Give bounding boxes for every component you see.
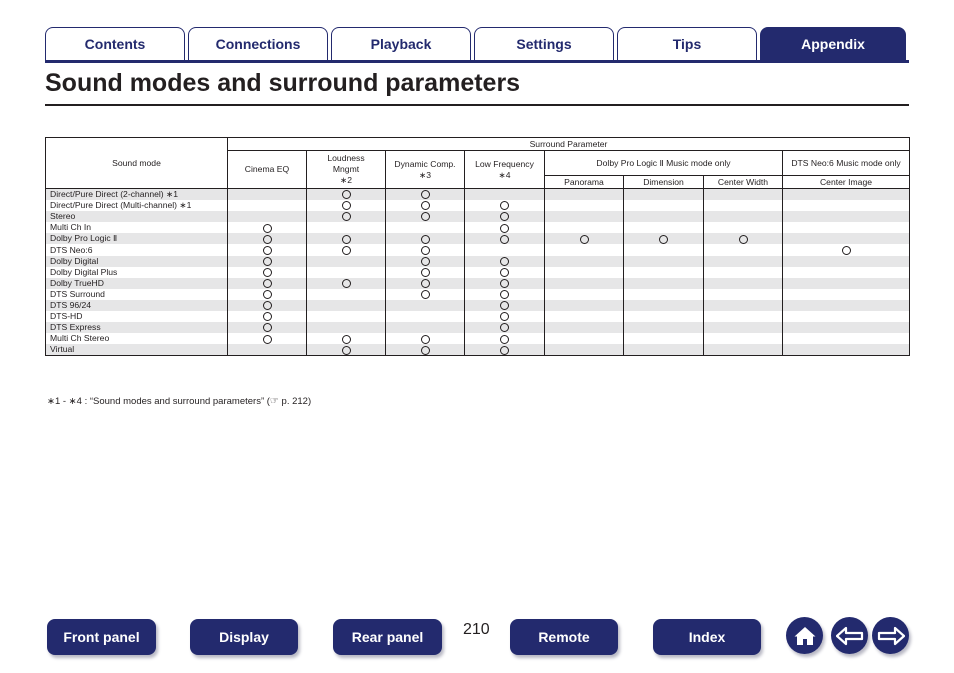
- parameter-cell: [386, 189, 465, 201]
- forward-arrow-icon: [877, 626, 905, 646]
- header-loudness: [307, 151, 386, 189]
- tab-appendix[interactable]: Appendix: [760, 27, 906, 60]
- supported-circle-icon: [659, 235, 668, 244]
- table-body: [46, 189, 910, 356]
- sound-mode-cell: Dolby Digital Plus: [46, 267, 228, 278]
- parameter-cell: [386, 300, 465, 311]
- parameter-cell: [783, 233, 910, 244]
- parameter-cell: [624, 200, 704, 211]
- parameter-cell: [783, 267, 910, 278]
- supported-circle-icon: [421, 235, 430, 244]
- parameter-cell: [624, 267, 704, 278]
- table-row: [46, 244, 910, 255]
- supported-circle-icon: [342, 346, 351, 355]
- back-button[interactable]: [831, 617, 868, 654]
- sound-mode-cell: DTS 96/24: [46, 300, 228, 311]
- parameter-cell: [624, 211, 704, 222]
- table-row: [46, 344, 910, 356]
- tab-settings[interactable]: Settings: [474, 27, 614, 60]
- supported-circle-icon: [842, 246, 851, 255]
- supported-circle-icon: [342, 335, 351, 344]
- parameter-cell: [704, 222, 783, 233]
- parameter-cell: [624, 300, 704, 311]
- parameter-cell: [545, 200, 624, 211]
- supported-circle-icon: [500, 346, 509, 355]
- supported-circle-icon: [421, 246, 430, 255]
- parameter-cell: [386, 233, 465, 244]
- parameter-cell: [386, 222, 465, 233]
- parameter-cell: [704, 344, 783, 356]
- parameter-cell: [386, 278, 465, 289]
- parameter-cell: [465, 267, 545, 278]
- header-dynamic-label: Dynamic Comp.: [394, 158, 456, 169]
- header-plii-music: Dolby Pro Logic Ⅱ Music mode only: [545, 151, 783, 176]
- supported-circle-icon: [421, 279, 430, 288]
- supported-circle-icon: [500, 301, 509, 310]
- table-row: [46, 189, 910, 201]
- parameter-cell: [228, 244, 307, 255]
- parameter-cell: [465, 244, 545, 255]
- header-neo6-music: DTS Neo:6 Music mode only: [783, 151, 910, 176]
- supported-circle-icon: [263, 224, 272, 233]
- parameter-cell: [783, 289, 910, 300]
- title-divider: [45, 104, 909, 106]
- parameter-cell: [307, 233, 386, 244]
- parameter-cell: [228, 289, 307, 300]
- table-row: [46, 200, 910, 211]
- parameter-cell: [704, 289, 783, 300]
- parameter-cell: [307, 322, 386, 333]
- forward-button[interactable]: [872, 617, 909, 654]
- parameter-cell: [228, 278, 307, 289]
- supported-circle-icon: [500, 257, 509, 266]
- parameter-cell: [228, 233, 307, 244]
- parameter-cell: [465, 189, 545, 201]
- remote-button[interactable]: Remote: [510, 619, 618, 655]
- parameter-cell: [228, 333, 307, 344]
- parameter-cell: [228, 222, 307, 233]
- parameter-cell: [624, 278, 704, 289]
- top-tabs: [45, 27, 909, 61]
- supported-circle-icon: [263, 323, 272, 332]
- sound-mode-cell: DTS-HD: [46, 311, 228, 322]
- sound-mode-cell: Dolby TrueHD: [46, 278, 228, 289]
- parameter-cell: [624, 289, 704, 300]
- supported-circle-icon: [500, 335, 509, 344]
- parameter-cell: [704, 189, 783, 201]
- supported-circle-icon: [342, 279, 351, 288]
- header-surround-parameter: Surround Parameter: [228, 138, 910, 151]
- parameter-cell: [465, 322, 545, 333]
- parameter-cell: [307, 244, 386, 255]
- table-row: [46, 211, 910, 222]
- parameter-cell: [704, 244, 783, 255]
- sound-mode-cell: Multi Ch In: [46, 222, 228, 233]
- parameter-cell: [783, 322, 910, 333]
- parameter-cell: [307, 344, 386, 356]
- sound-mode-cell: Stereo: [46, 211, 228, 222]
- supported-circle-icon: [421, 346, 430, 355]
- supported-circle-icon: [342, 212, 351, 221]
- parameter-cell: [545, 300, 624, 311]
- sound-mode-cell: Multi Ch Stereo: [46, 333, 228, 344]
- parameter-cell: [704, 211, 783, 222]
- supported-circle-icon: [500, 224, 509, 233]
- parameter-cell: [228, 344, 307, 356]
- parameter-cell: [783, 333, 910, 344]
- supported-circle-icon: [500, 268, 509, 277]
- page-number: 210: [463, 621, 490, 638]
- parameter-cell: [307, 278, 386, 289]
- parameter-cell: [545, 344, 624, 356]
- sound-mode-cell: Direct/Pure Direct (Multi-channel) ∗1: [46, 200, 228, 211]
- table-row: [46, 233, 910, 244]
- table-row: [46, 267, 910, 278]
- parameter-cell: [545, 289, 624, 300]
- parameter-cell: [386, 267, 465, 278]
- header-loudness-line2: Mngmt: [332, 164, 360, 174]
- parameter-cell: [228, 189, 307, 201]
- supported-circle-icon: [342, 190, 351, 199]
- supported-circle-icon: [263, 279, 272, 288]
- supported-circle-icon: [421, 335, 430, 344]
- rear-panel-button[interactable]: Rear panel: [333, 619, 442, 655]
- header-cinema-eq: Cinema EQ: [228, 151, 307, 189]
- parameter-cell: [783, 211, 910, 222]
- parameter-cell: [307, 200, 386, 211]
- parameter-cell: [386, 244, 465, 255]
- parameter-cell: [386, 289, 465, 300]
- parameter-cell: [624, 256, 704, 267]
- parameter-cell: [545, 311, 624, 322]
- sound-mode-cell: Virtual: [46, 344, 228, 356]
- header-sound-mode: Sound mode: [46, 138, 228, 189]
- parameter-cell: [545, 322, 624, 333]
- header-loudness-line1: Loudness: [327, 153, 365, 163]
- footnote-page-link[interactable]: p. 212): [281, 396, 312, 407]
- sound-mode-cell: Dolby Digital: [46, 256, 228, 267]
- parameter-cell: [228, 211, 307, 222]
- header-center-image: Center Image: [783, 176, 910, 189]
- parameter-cell: [465, 211, 545, 222]
- parameter-cell: [465, 222, 545, 233]
- parameter-cell: [624, 311, 704, 322]
- front-panel-button[interactable]: Front panel: [47, 619, 156, 655]
- parameter-cell: [386, 311, 465, 322]
- parameter-cell: [545, 189, 624, 201]
- parameter-cell: [386, 256, 465, 267]
- parameter-cell: [228, 256, 307, 267]
- parameter-cell: [545, 333, 624, 344]
- parameter-cell: [465, 344, 545, 356]
- tab-underline: [45, 60, 909, 63]
- parameter-cell: [545, 244, 624, 255]
- parameter-cell: [386, 344, 465, 356]
- supported-circle-icon: [342, 235, 351, 244]
- table-row: [46, 222, 910, 233]
- parameter-cell: [465, 333, 545, 344]
- home-button[interactable]: [786, 617, 823, 654]
- parameter-cell: [307, 256, 386, 267]
- table-row: [46, 333, 910, 344]
- supported-circle-icon: [421, 257, 430, 266]
- parameter-cell: [545, 256, 624, 267]
- index-button[interactable]: Index: [653, 619, 761, 655]
- parameter-cell: [307, 333, 386, 344]
- table-row: [46, 311, 910, 322]
- supported-circle-icon: [263, 312, 272, 321]
- header-low-frequency-note: ∗4: [498, 169, 511, 180]
- parameter-cell: [307, 222, 386, 233]
- sound-mode-table: [45, 137, 910, 356]
- parameter-cell: [704, 200, 783, 211]
- supported-circle-icon: [263, 290, 272, 299]
- supported-circle-icon: [500, 290, 509, 299]
- parameter-cell: [228, 200, 307, 211]
- parameter-cell: [307, 300, 386, 311]
- supported-circle-icon: [421, 190, 430, 199]
- sound-mode-cell: DTS Surround: [46, 289, 228, 300]
- parameter-cell: [783, 278, 910, 289]
- supported-circle-icon: [263, 257, 272, 266]
- parameter-cell: [307, 311, 386, 322]
- parameter-cell: [465, 289, 545, 300]
- parameter-cell: [783, 256, 910, 267]
- sound-mode-cell: DTS Express: [46, 322, 228, 333]
- parameter-cell: [386, 333, 465, 344]
- supported-circle-icon: [263, 301, 272, 310]
- supported-circle-icon: [421, 212, 430, 221]
- supported-circle-icon: [421, 290, 430, 299]
- parameter-cell: [783, 244, 910, 255]
- parameter-cell: [465, 300, 545, 311]
- parameter-cell: [386, 211, 465, 222]
- parameter-cell: [545, 267, 624, 278]
- tab-connections[interactable]: Connections: [188, 27, 328, 60]
- header-center-width: Center Width: [704, 176, 783, 189]
- supported-circle-icon: [500, 312, 509, 321]
- parameter-cell: [545, 278, 624, 289]
- back-arrow-icon: [836, 626, 864, 646]
- supported-circle-icon: [421, 201, 430, 210]
- parameter-cell: [783, 300, 910, 311]
- parameter-cell: [465, 278, 545, 289]
- home-icon: [793, 625, 817, 647]
- parameter-cell: [624, 189, 704, 201]
- tab-playback[interactable]: Playback: [331, 27, 471, 60]
- parameter-cell: [465, 256, 545, 267]
- parameter-cell: [624, 322, 704, 333]
- header-loudness-note: ∗2: [340, 175, 352, 185]
- parameter-cell: [307, 267, 386, 278]
- parameter-cell: [704, 322, 783, 333]
- hand-pointer-icon: ☞: [269, 396, 279, 407]
- parameter-cell: [386, 322, 465, 333]
- parameter-cell: [307, 189, 386, 201]
- tab-contents[interactable]: Contents: [45, 27, 185, 60]
- parameter-cell: [624, 233, 704, 244]
- supported-circle-icon: [739, 235, 748, 244]
- header-panorama: Panorama: [545, 176, 624, 189]
- parameter-cell: [465, 200, 545, 211]
- parameter-cell: [704, 333, 783, 344]
- table-row: [46, 300, 910, 311]
- display-button[interactable]: Display: [190, 619, 298, 655]
- sound-mode-cell: Dolby Pro Logic Ⅱ: [46, 233, 228, 244]
- parameter-cell: [624, 244, 704, 255]
- tab-tips[interactable]: Tips: [617, 27, 757, 60]
- parameter-cell: [307, 211, 386, 222]
- header-dynamic-comp: [386, 151, 465, 189]
- page-title: Sound modes and surround parameters: [45, 69, 521, 97]
- sound-mode-cell: Direct/Pure Direct (2-channel) ∗1: [46, 189, 228, 201]
- supported-circle-icon: [342, 246, 351, 255]
- supported-circle-icon: [580, 235, 589, 244]
- parameter-cell: [783, 222, 910, 233]
- parameter-cell: [228, 311, 307, 322]
- footnote: [47, 396, 311, 407]
- header-low-frequency: [465, 151, 545, 189]
- parameter-cell: [386, 200, 465, 211]
- parameter-cell: [704, 278, 783, 289]
- table-row: [46, 289, 910, 300]
- footnote-text: ∗1 - ∗4 : “Sound modes and surround parameters” (: [47, 396, 270, 407]
- supported-circle-icon: [500, 279, 509, 288]
- supported-circle-icon: [500, 201, 509, 210]
- parameter-cell: [704, 300, 783, 311]
- supported-circle-icon: [263, 335, 272, 344]
- parameter-cell: [704, 267, 783, 278]
- parameter-cell: [704, 311, 783, 322]
- parameter-cell: [228, 267, 307, 278]
- supported-circle-icon: [263, 235, 272, 244]
- parameter-cell: [783, 344, 910, 356]
- supported-circle-icon: [342, 201, 351, 210]
- parameter-cell: [545, 211, 624, 222]
- header-dimension: Dimension: [624, 176, 704, 189]
- supported-circle-icon: [421, 268, 430, 277]
- parameter-cell: [783, 311, 910, 322]
- supported-circle-icon: [500, 235, 509, 244]
- parameter-cell: [307, 289, 386, 300]
- header-dynamic-note: ∗3: [419, 169, 431, 180]
- supported-circle-icon: [500, 212, 509, 221]
- parameter-cell: [465, 233, 545, 244]
- parameter-cell: [228, 322, 307, 333]
- table-row: [46, 322, 910, 333]
- sound-mode-cell: DTS Neo:6: [46, 244, 228, 255]
- table-row: [46, 256, 910, 267]
- parameter-cell: [704, 256, 783, 267]
- parameter-cell: [624, 333, 704, 344]
- parameter-cell: [465, 311, 545, 322]
- supported-circle-icon: [500, 323, 509, 332]
- parameter-cell: [545, 222, 624, 233]
- table-row: [46, 278, 910, 289]
- parameter-cell: [783, 189, 910, 201]
- supported-circle-icon: [263, 268, 272, 277]
- parameter-cell: [704, 233, 783, 244]
- parameter-cell: [783, 200, 910, 211]
- parameter-cell: [545, 233, 624, 244]
- parameter-cell: [624, 344, 704, 356]
- header-low-frequency-label: Low Frequency: [475, 158, 534, 169]
- parameter-cell: [624, 222, 704, 233]
- supported-circle-icon: [263, 246, 272, 255]
- parameter-cell: [228, 300, 307, 311]
